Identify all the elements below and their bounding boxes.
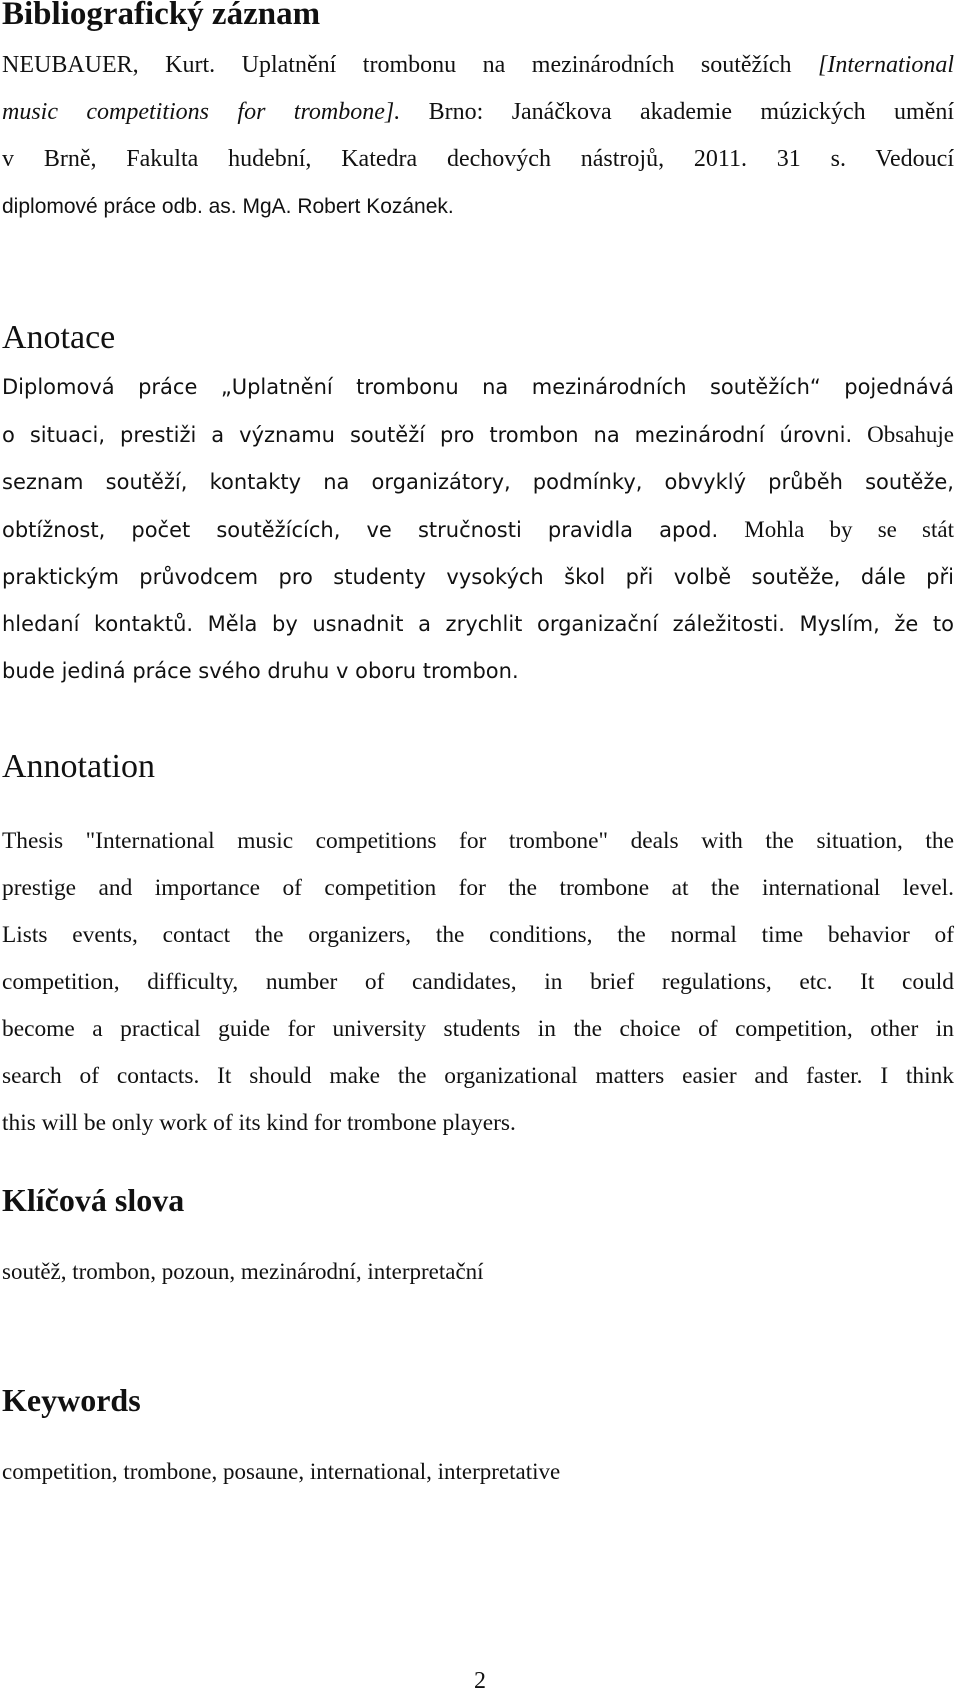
anotace-paragraph	[2, 364, 954, 695]
annotation-line: Thesis "International music competitions for trombone" deals with the situation, the	[2, 828, 954, 854]
keywords-heading: Keywords	[2, 1382, 141, 1418]
annotation-line: Lists events, contact the organizers, the conditions, the normal time behavior of	[2, 922, 954, 948]
anotace-line: bude jediná práce svého druhu v oboru trombon.	[2, 659, 519, 683]
anotace-line: o situaci, prestiži a významu soutěží pro trombon na mezinárodní úrovni. Obsahuje	[2, 422, 954, 447]
bibliography-faculty: v Brně, Fakulta hudební, Katedra dechových nástrojů, 2011. 31 s. Vedoucí	[2, 146, 954, 172]
annotation-heading: Annotation	[2, 748, 155, 785]
bibliography-title-cz: Uplatnění trombonu na mezinárodních soutěžích	[241, 52, 792, 78]
bibliography-supervisor: diplomové práce odb. as. MgA. Robert Kozánek.	[2, 195, 454, 218]
keywords-text: competition, trombone, posaune, international, interpretative	[2, 1459, 561, 1484]
anotace-line: hledaní kontaktů. Měla by usnadnit a zrychlit organizační záležitosti. Myslím, že to	[2, 612, 954, 636]
annotation-line: this will be only work of its kind for trombone players.	[2, 1110, 516, 1136]
annotation-line: search of contacts. It should make the organizational matters easier and faster. I think	[2, 1063, 954, 1089]
klicova-slova-heading: Klíčová slova	[2, 1182, 185, 1218]
annotation-line: become a practical guide for university students in the choice of competition, other in	[2, 1016, 954, 1042]
bibliography-title-en-cont: music competitions for trombone].	[2, 99, 401, 125]
page-number: 2	[474, 1668, 486, 1694]
bibliography-publisher: Brno: Janáčkova akademie múzických umění	[428, 99, 955, 125]
bibliography-author: NEUBAUER, Kurt.	[2, 52, 216, 78]
anotace-heading: Anotace	[2, 319, 116, 356]
annotation-paragraph	[2, 818, 954, 1147]
anotace-line: obtížnost, počet soutěžících, ve stručnosti pravidla apod. Mohla by se stát	[2, 517, 954, 542]
anotace-line: praktickým průvodcem pro studenty vysokých škol při volbě soutěže, dále při	[2, 565, 954, 589]
bibliography-title-en: [International	[818, 52, 955, 78]
annotation-line: prestige and importance of competition for the trombone at the international level.	[2, 875, 954, 901]
klicova-slova-text: soutěž, trombon, pozoun, mezinárodní, interpretační	[2, 1259, 484, 1284]
annotation-line: competition, difficulty, number of candidates, in brief regulations, etc. It could	[2, 969, 954, 995]
anotace-line: seznam soutěží, kontakty na organizátory, podmínky, obvyklý průběh soutěže,	[2, 470, 954, 494]
bibliography-entry	[2, 42, 954, 230]
anotace-line: Diplomová práce „Uplatnění trombonu na mezinárodních soutěžích“ pojednává	[2, 375, 954, 399]
bibliography-heading: Bibliografický záznam	[2, 0, 321, 32]
